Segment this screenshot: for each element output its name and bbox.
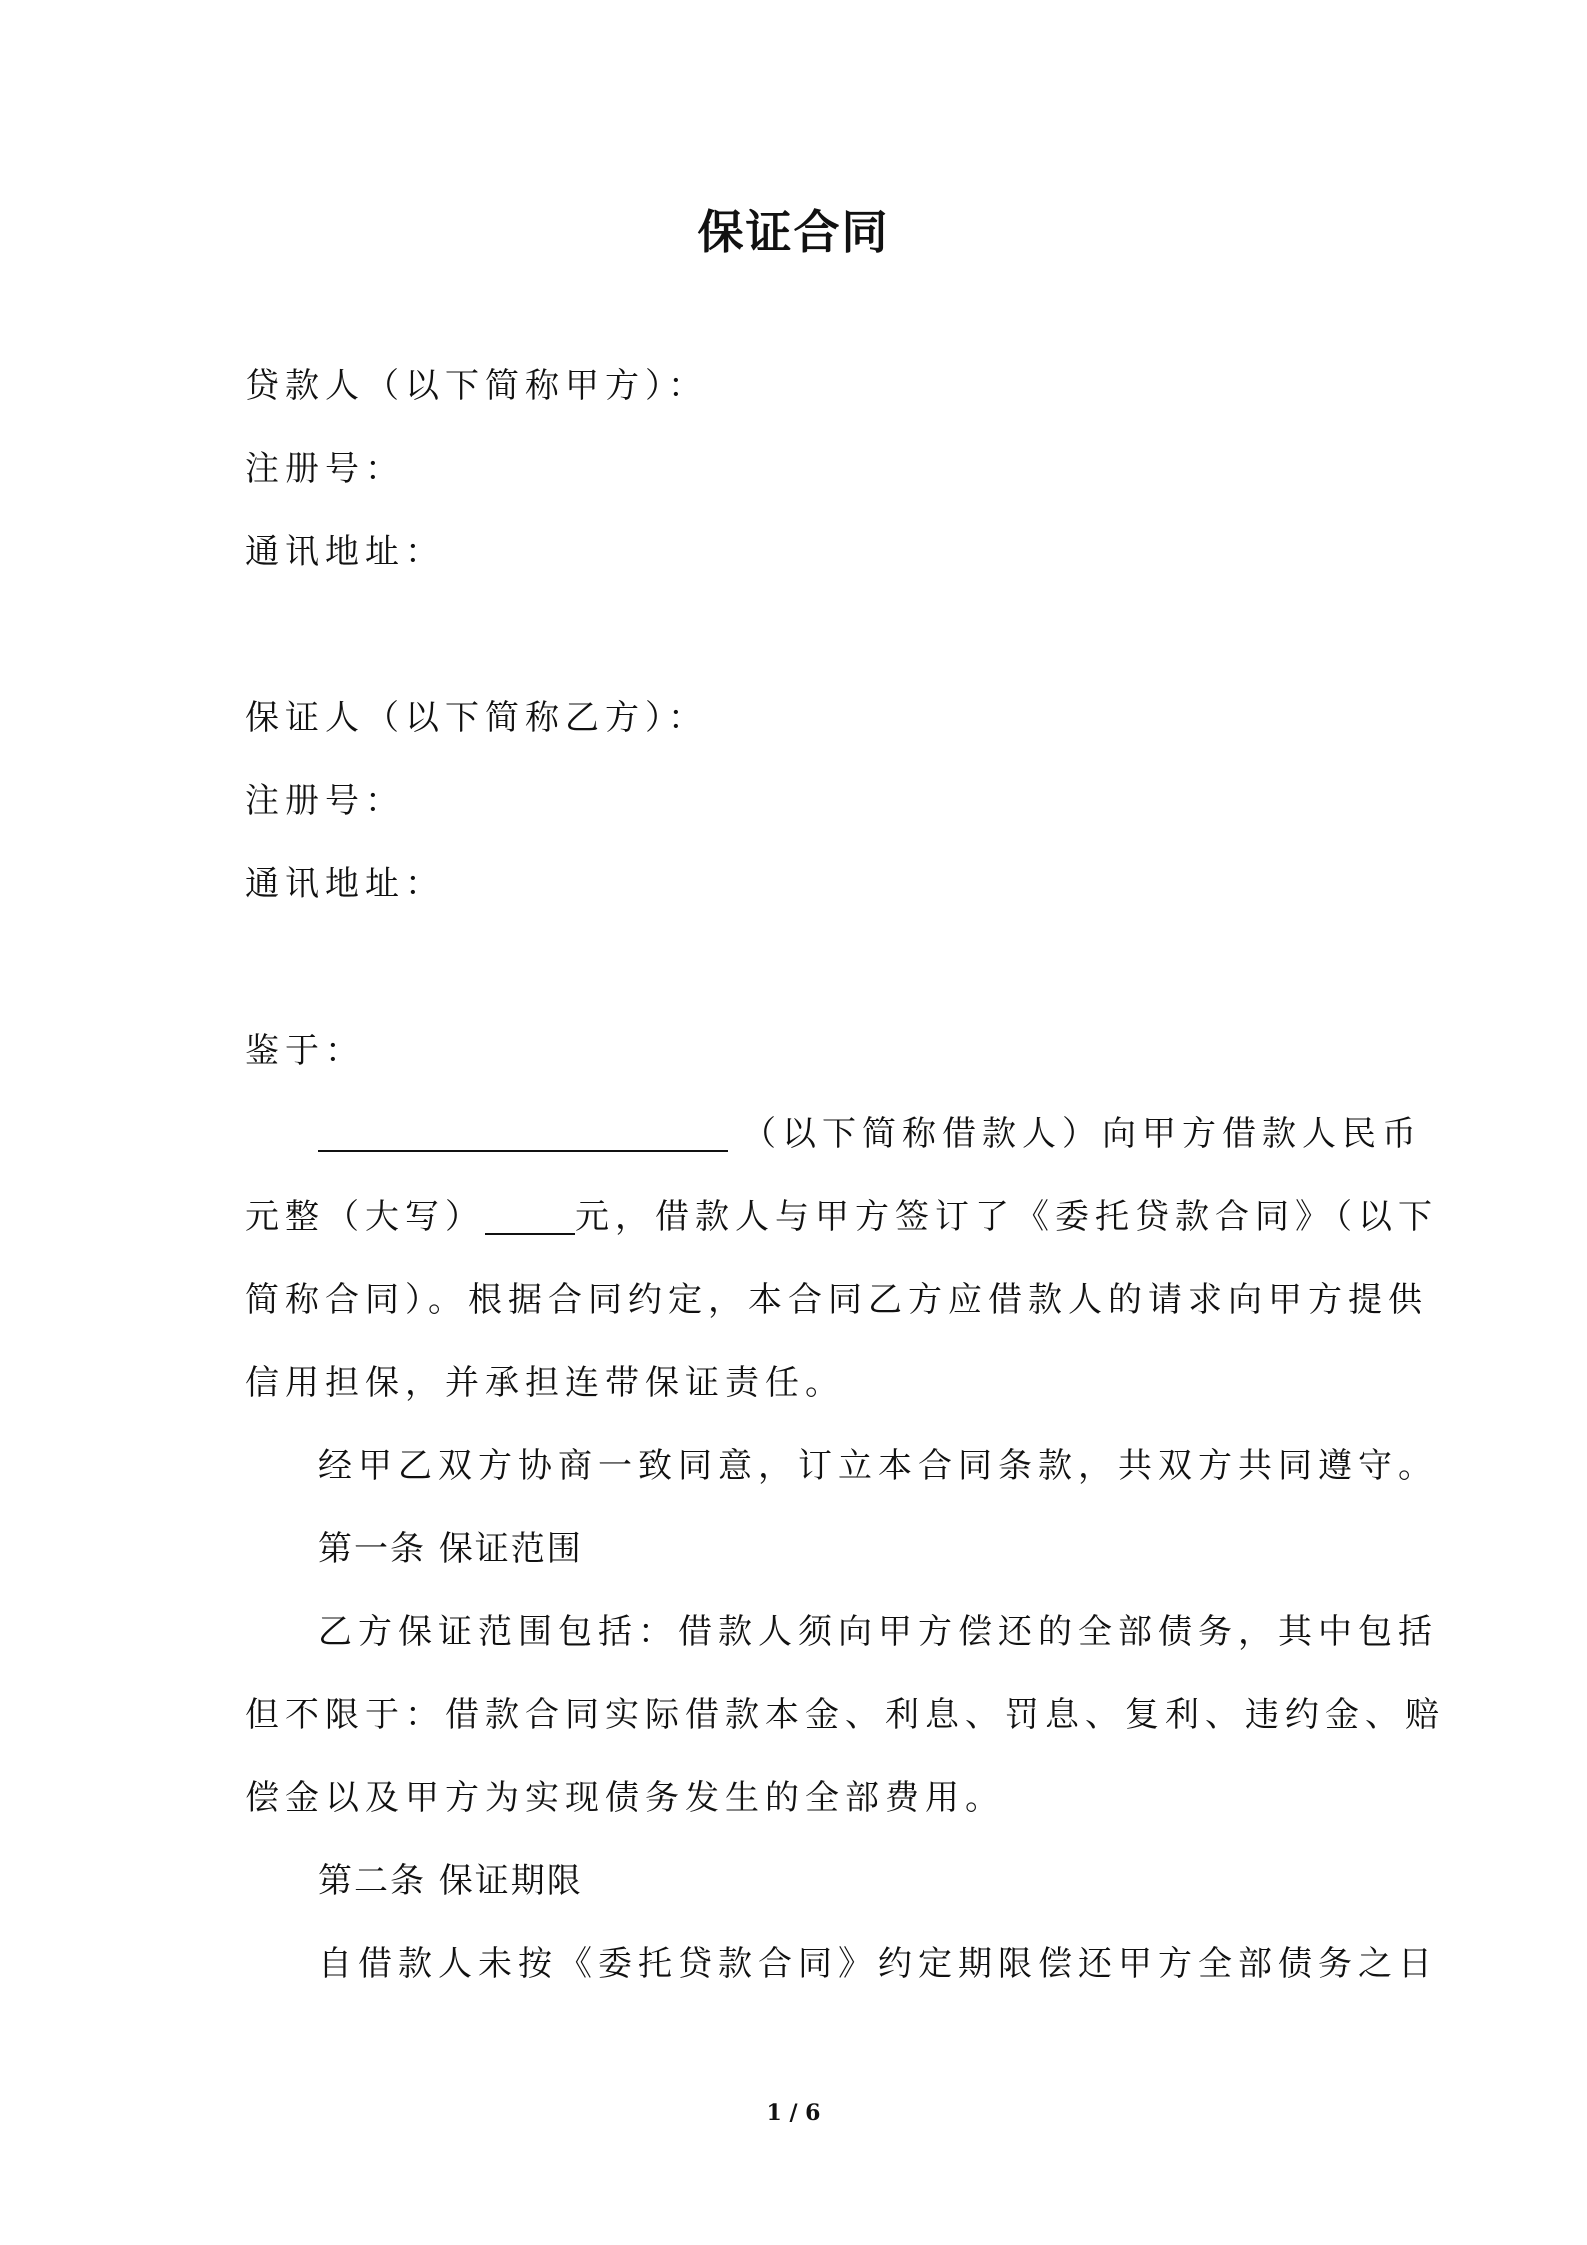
article-2-line-1: 自借款人未按《委托贷款合同》约定期限偿还甲方全部债务之日 xyxy=(318,1944,1438,1984)
intro-line-4: 信用担保，并承担连带保证责任。 xyxy=(245,1363,845,1403)
intro-line-1 xyxy=(318,1110,1422,1158)
amount-blank xyxy=(485,1197,575,1235)
article-2-heading: 第二条 保证期限 xyxy=(318,1861,583,1901)
agreement-line: 经甲乙双方协商一致同意，订立本合同条款，共双方共同遵守。 xyxy=(318,1446,1438,1486)
guarantor-label: 保证人（以下简称乙方）： xyxy=(245,698,708,738)
intro-line-2-b: 元，借款人与甲方签订了《委托贷款合同》（以下 xyxy=(575,1197,1438,1237)
lender-reg-no: 注册号： xyxy=(245,449,405,489)
intro-line-3: 简称合同）。根据合同约定，本合同乙方应借款人的请求向甲方提供 xyxy=(245,1280,1428,1320)
guarantor-reg-no: 注册号： xyxy=(245,781,405,821)
intro-line-2-a: 元整（大写） xyxy=(245,1197,485,1237)
document-title: 保证合同 xyxy=(697,205,890,259)
lender-address: 通讯地址： xyxy=(245,532,445,572)
article-1-heading: 第一条 保证范围 xyxy=(318,1529,583,1569)
whereas-label: 鉴于： xyxy=(245,1031,365,1071)
intro-line-2 xyxy=(245,1193,1438,1241)
article-1-line-1: 乙方保证范围包括：借款人须向甲方偿还的全部债务，其中包括 xyxy=(318,1612,1438,1652)
page-number: 1 / 6 xyxy=(766,2100,821,2126)
article-1-line-2: 但不限于：借款合同实际借款本金、利息、罚息、复利、违约金、赔 xyxy=(245,1695,1445,1735)
guarantor-address: 通讯地址： xyxy=(245,864,445,904)
article-1-line-3: 偿金以及甲方为实现债务发生的全部费用。 xyxy=(245,1778,1005,1818)
lender-label: 贷款人（以下简称甲方）： xyxy=(245,366,708,406)
borrower-name-blank xyxy=(318,1114,728,1152)
intro-line-1-text: （以下简称借款人）向甲方借款人民币 xyxy=(742,1114,1422,1154)
